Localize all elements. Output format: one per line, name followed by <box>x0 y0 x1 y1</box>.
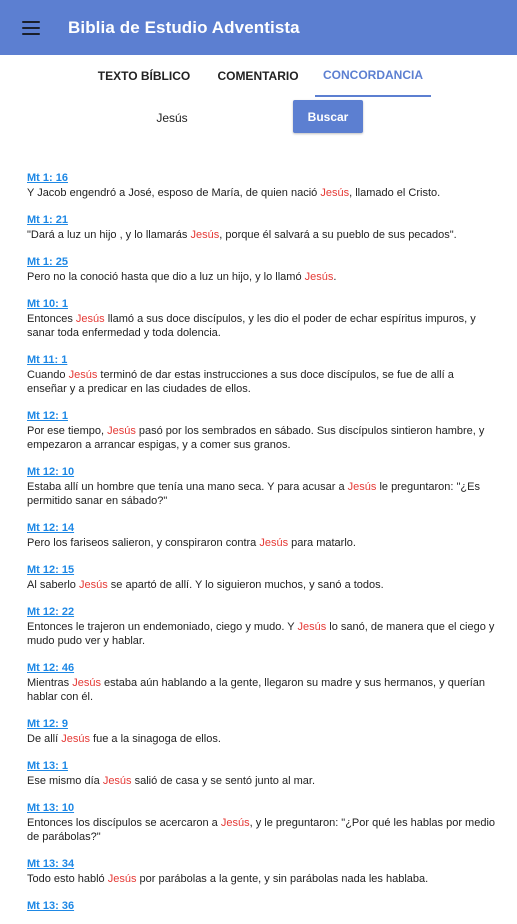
result-item <box>27 168 495 200</box>
verse-reference-link[interactable]: Mt 13: 34 <box>27 858 75 870</box>
verse-reference-link[interactable]: Mt 10: 1 <box>27 298 68 310</box>
verse-reference-link[interactable]: Mt 12: 15 <box>27 564 75 576</box>
search-row <box>0 100 517 134</box>
verse-text: "Dará a luz un hijo , y lo llamarás Jesús, porque él salvará a su pueblo de sus pecados". <box>27 229 457 241</box>
hamburger-menu-icon <box>22 21 40 35</box>
verse-reference-link[interactable]: Mt 1: 21 <box>27 214 68 226</box>
verse-text: De allí Jesús fue a la sinagoga de ellos. <box>27 733 221 745</box>
verse-text: Cuando Jesús terminó de dar estas instrucciones a sus doce discípulos, se fue de allí a enseñar y a predicar en las ciudades de ellos. <box>27 369 454 395</box>
app-bar <box>0 0 517 55</box>
verse-text: Pero no la conoció hasta que dio a luz un hijo, y lo llamó Jesús. <box>27 271 337 283</box>
result-item <box>27 560 495 592</box>
verse-reference-link[interactable]: Mt 1: 25 <box>27 256 68 268</box>
highlighted-term: Jesús <box>78 579 108 591</box>
result-item <box>27 798 495 844</box>
tab-texto-biblico[interactable]: TEXTO BÍBLICO <box>97 69 191 83</box>
menu-button[interactable] <box>0 0 62 55</box>
verse-reference-link[interactable]: Mt 1: 16 <box>27 172 68 184</box>
highlighted-term: Jesús <box>107 873 137 885</box>
tab-bar <box>0 55 517 97</box>
verse-text: Ese mismo día Jesús salió de casa y se sentó junto al mar. <box>27 775 315 787</box>
verse-reference-link[interactable]: Mt 12: 1 <box>27 410 68 422</box>
highlighted-term: Jesús <box>297 621 327 633</box>
verse-text: Entonces los discípulos se acercaron a Jesús, y le preguntaron: "¿Por qué les hablas por medio de parábolas?" <box>27 817 496 843</box>
verse-text: Entonces le trajeron un endemoniado, ciego y mudo. Y Jesús lo sanó, de manera que el ciego y mudo pudo ver y hablar. <box>27 621 495 647</box>
highlighted-term: Jesús <box>61 733 90 745</box>
highlighted-term: Jesús <box>68 369 98 381</box>
verse-text: Y Jacob engendró a José, esposo de María, de quien nació Jesús, llamado el Cristo. <box>27 187 441 199</box>
verse-reference-link[interactable]: Mt 12: 46 <box>27 662 75 674</box>
highlighted-term: Jesús <box>259 537 289 549</box>
result-item <box>27 210 495 242</box>
result-item <box>27 714 495 746</box>
verse-text: Pero los fariseos salieron, y conspiraron contra Jesús para matarlo. <box>27 537 356 549</box>
highlighted-term: Jesús <box>72 677 101 689</box>
highlighted-term: Jesús <box>190 229 220 241</box>
result-item <box>27 658 495 704</box>
highlighted-term: Jesús <box>347 481 377 493</box>
result-item <box>27 350 495 396</box>
results-list <box>27 168 495 924</box>
tab-concordancia[interactable]: CONCORDANCIA <box>315 55 431 97</box>
verse-text: Estaba allí un hombre que tenía una mano seca. Y para acusar a Jesús le preguntaron: "¿Es permitido sanar en sábado?" <box>27 481 480 507</box>
verse-reference-link[interactable]: Mt 13: 36 <box>27 900 75 912</box>
verse-reference-link[interactable]: Mt 13: 10 <box>27 802 75 814</box>
verse-text: Entonces Jesús llamó a sus doce discípulos, y les dio el poder de echar espíritus impuros, y sanar toda enfermedad y toda dolencia. <box>27 313 476 339</box>
tab-comentario[interactable]: COMENTARIO <box>217 69 299 83</box>
result-item <box>27 406 495 452</box>
search-input[interactable] <box>120 105 224 131</box>
highlighted-term: Jesús <box>107 425 136 437</box>
verse-reference-link[interactable]: Mt 12: 9 <box>27 718 68 730</box>
verse-reference-link[interactable]: Mt 12: 14 <box>27 522 75 534</box>
highlighted-term: Jesús <box>75 313 105 325</box>
result-item <box>27 252 495 284</box>
verse-text: Todo esto habló Jesús por parábolas a la gente, y sin parábolas nada les hablaba. <box>27 873 429 885</box>
result-item <box>27 518 495 550</box>
result-item <box>27 854 495 886</box>
result-item <box>27 756 495 788</box>
app-title: Biblia de Estudio Adventista <box>68 17 300 37</box>
result-item <box>27 294 495 340</box>
result-item <box>27 462 495 508</box>
highlighted-term: Jesús <box>102 775 132 787</box>
verse-text: Al saberlo Jesús se apartó de allí. Y lo siguieron muchos, y sanó a todos. <box>27 579 384 591</box>
result-item <box>27 896 495 914</box>
search-button[interactable]: Buscar <box>293 100 363 133</box>
verse-reference-link[interactable]: Mt 12: 10 <box>27 466 75 478</box>
verse-reference-link[interactable]: Mt 13: 1 <box>27 760 68 772</box>
verse-text: Por ese tiempo, Jesús pasó por los sembrados en sábado. Sus discípulos sintieron hambre, y empezaron a arrancar espigas, y a comer sus granos. <box>27 425 485 451</box>
verse-reference-link[interactable]: Mt 11: 1 <box>27 354 68 366</box>
verse-reference-link[interactable]: Mt 12: 22 <box>27 606 75 618</box>
highlighted-term: Jesús <box>320 187 350 199</box>
result-item <box>27 602 495 648</box>
verse-text: Mientras Jesús estaba aún hablando a la gente, llegaron su madre y sus hermanos, y querían hablar con él. <box>27 677 486 703</box>
highlighted-term: Jesús <box>220 817 250 829</box>
highlighted-term: Jesús <box>304 271 334 283</box>
